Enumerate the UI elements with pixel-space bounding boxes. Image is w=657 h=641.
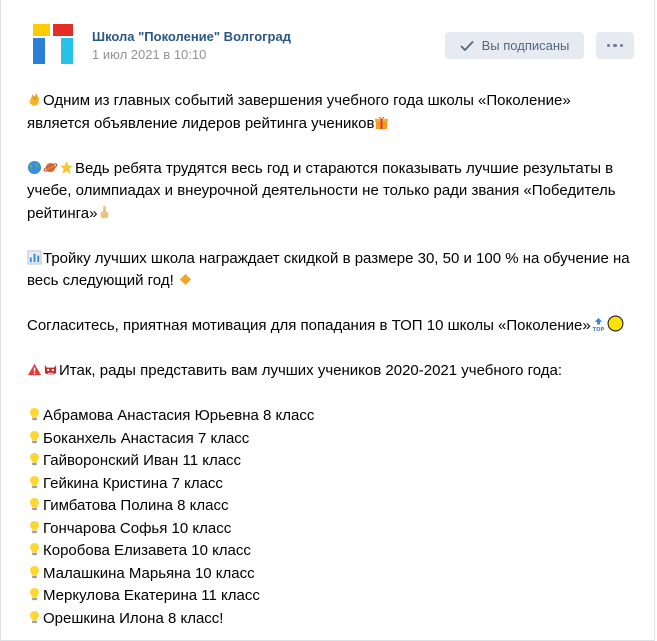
ringed-planet-icon [43, 160, 58, 175]
checkmark-icon [460, 40, 474, 52]
light-bulb-icon [27, 497, 42, 512]
clapping-hands-icon [27, 92, 42, 107]
post-header [1, 0, 654, 80]
bar-chart-icon [27, 250, 42, 265]
warning-triangle-icon [27, 362, 42, 377]
list-item: Гайворонский Иван 11 класс [27, 450, 637, 473]
ellipsis-icon [605, 44, 625, 48]
light-bulb-icon [27, 565, 42, 580]
subscribed-label: Вы подписаны [481, 38, 570, 53]
list-item: Малашкина Марьяна 10 класс [27, 563, 637, 586]
light-bulb-icon [27, 407, 42, 422]
paragraph-3: Тройку лучших школа награждает скидкой в размере 30, 50 и 100 % на обучение на весь следующий год! [27, 249, 630, 289]
subscribed-button[interactable] [445, 32, 584, 59]
group-logo[interactable] [33, 24, 73, 64]
top-arrow-icon [591, 317, 606, 332]
orange-diamond-icon [178, 272, 193, 287]
group-name-link[interactable]: Школа "Поколение" Волгоград [92, 29, 291, 44]
gift-icon [374, 115, 389, 130]
list-item: Гимбатова Полина 8 класс [27, 495, 637, 518]
list-item: Гончарова Софья 10 класс [27, 518, 637, 541]
yellow-circle-icon [607, 315, 624, 332]
list-item: Орешкина Илона 8 класс! [27, 608, 637, 631]
light-bulb-icon [27, 430, 42, 445]
globe-icon [27, 160, 42, 175]
list-item: Абрамова Анастасия Юрьевна 8 класс [27, 405, 637, 428]
paragraph-1: Одним из главных событий завершения учебного года школы «Поколение» является объявление лидеров рейтинга учеников [27, 92, 571, 132]
light-bulb-icon [27, 542, 42, 557]
paragraph-4: Согласитесь, приятная мотивация для попадания в ТОП 10 школы «Поколение» TOP [27, 315, 637, 338]
light-bulb-icon [27, 587, 42, 602]
list-item: Боканхель Анастасия 7 класс [27, 428, 637, 451]
light-bulb-icon [27, 520, 42, 535]
paragraph-2: Ведь ребята трудятся весь год и стараются показывать лучшие результаты в учебе, олимпиадах и внеурочной деятельности не только ради звания «Победитель рейтинга» [27, 159, 616, 222]
list-item: Коробова Елизавета 10 класс [27, 540, 637, 563]
star-icon [59, 160, 74, 175]
list-item: Меркулова Екатерина 11 класс [27, 585, 637, 608]
pointing-up-icon [97, 205, 112, 220]
light-bulb-icon [27, 610, 42, 625]
students-list [27, 405, 637, 630]
svg-text:TOP: TOP [592, 327, 605, 332]
post-text [27, 90, 637, 630]
light-bulb-icon [27, 475, 42, 490]
post-date-link[interactable]: 1 июл 2021 в 10:10 [92, 47, 207, 62]
light-bulb-icon [27, 452, 42, 467]
more-options-button[interactable] [596, 32, 634, 59]
ogre-mask-icon [43, 362, 58, 377]
list-item: Гейкина Кристина 7 класс [27, 473, 637, 496]
paragraph-5: Итак, рады представить вам лучших учеников 2020-2021 учебного года: [27, 360, 637, 383]
